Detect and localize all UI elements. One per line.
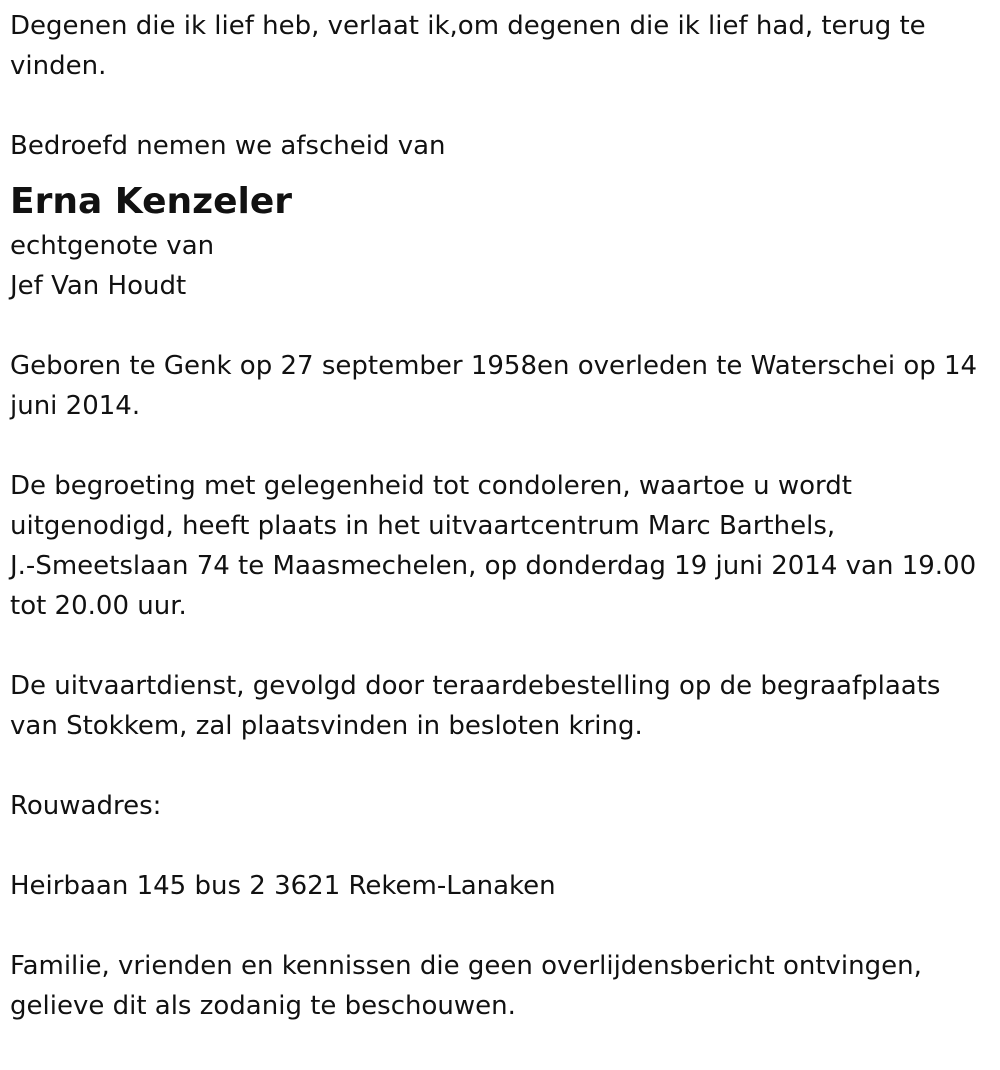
mourning-address: Heirbaan 145 bus 2 3621 Rekem-Lanaken	[10, 871, 556, 901]
deceased-name: Erna Kenzeler	[10, 181, 292, 222]
intro-line-1: Degenen die ik lief heb, verlaat ik,om degenen die ik lief had, terug te	[10, 11, 926, 41]
birth-death-line-1: Geboren te Genk op 27 september 1958en overleden te Waterschei op 14	[10, 351, 978, 381]
funeral-line-2: van Stokkem, zal plaatsvinden in besloten kring.	[10, 711, 643, 741]
birth-death-line-2: juni 2014.	[10, 391, 141, 421]
closing-line-1: Familie, vrienden en kennissen die geen overlijdensbericht ontvingen,	[10, 951, 922, 981]
birth-death-info	[10, 346, 995, 426]
announcement-text: Bedroefd nemen we afscheid van	[10, 131, 446, 161]
announcement	[10, 126, 995, 166]
relation-text: echtgenote van	[10, 231, 215, 261]
deceased-block	[10, 178, 995, 306]
condolence-line-2: uitgenodigd, heeft plaats in het uitvaartcentrum Marc Barthels,	[10, 511, 836, 541]
intro-quote	[10, 6, 995, 86]
condolence-info	[10, 466, 995, 626]
condolence-line-1: De begroeting met gelegenheid tot condoleren, waartoe u wordt	[10, 471, 852, 501]
condolence-line-4: tot 20.00 uur.	[10, 591, 187, 621]
mourning-address-block	[10, 866, 995, 906]
obituary-text	[10, 6, 995, 1026]
funeral-info	[10, 666, 995, 746]
condolence-line-3: J.-Smeetslaan 74 te Maasmechelen, op donderdag 19 juni 2014 van 19.00	[10, 551, 977, 581]
closing-line-2: gelieve dit als zodanig te beschouwen.	[10, 991, 516, 1021]
mourning-address-label: Rouwadres:	[10, 791, 162, 821]
intro-line-2: vinden.	[10, 51, 107, 81]
closing-note	[10, 946, 995, 1026]
mourning-address-label-block	[10, 786, 995, 826]
spouse-name: Jef Van Houdt	[10, 271, 187, 301]
funeral-line-1: De uitvaartdienst, gevolgd door teraardebestelling op de begraafplaats	[10, 671, 941, 701]
